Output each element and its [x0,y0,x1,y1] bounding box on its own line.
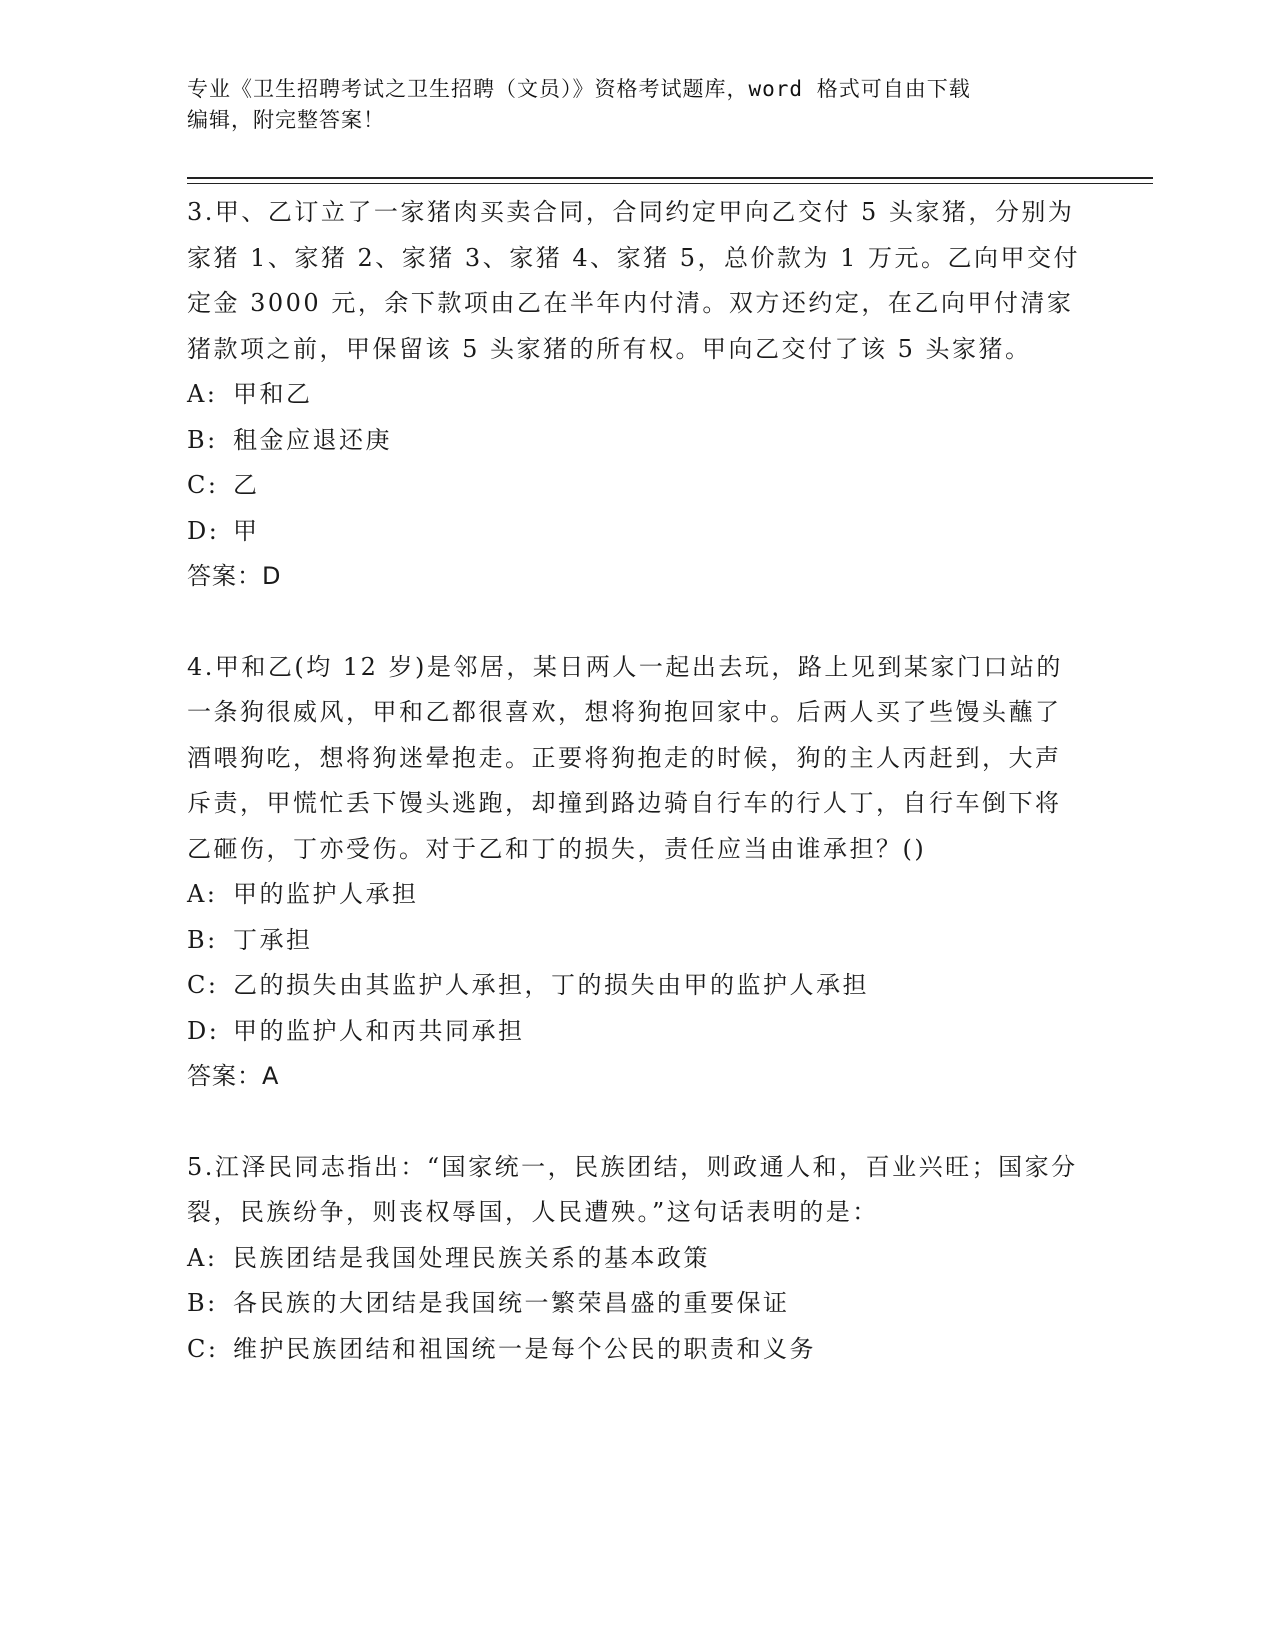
option-b [187,1281,1087,1327]
option-text: 甲和乙 [233,380,313,408]
option-key: D: [187,516,220,545]
option-key: C: [187,471,219,499]
answer-line: 答案：D [187,562,282,590]
option-a [187,1236,1087,1282]
question-list [187,190,1087,1417]
header-line-2: 编辑，附完整答案！ [187,108,385,132]
option-text: 甲的监护人承担 [233,880,419,908]
header-line-1: 专业《卫生招聘考试之卫生招聘（文员）》资格考试题库，word 格式可自由下载 [187,77,971,101]
option-key: C: [187,971,219,999]
option-key: D: [187,1016,220,1045]
option-text: 甲 [233,516,260,545]
question-4 [187,645,1087,1100]
question-stem: 3.甲、乙订立了一家猪肉买卖合同，合同约定甲向乙交付 5 头家猪，分别为家猪 1、家猪 2、家猪 3、家猪 4、家猪 5，总价款为 1 万元。乙向甲交付定金 3000 元，余下款项由乙在半年内付清。双方还约定，在乙向甲付清家猪款项之前，甲保留该 5 头家猪的所有权。甲向乙交付了该 5 头家猪。 [187,198,1081,363]
answer-line: 答案：A [187,1062,280,1090]
option-text: 民族团结是我国处理民族关系的基本政策 [233,1243,710,1272]
option-d [187,1009,1087,1055]
option-text: 各民族的大团结是我国统一繁荣昌盛的重要保证 [233,1289,790,1317]
document-header [187,74,1087,136]
option-text: 维护民族团结和祖国统一是每个公民的职责和义务 [233,1334,816,1363]
question-stem: 5.江泽民同志指出：“国家统一，民族团结，则政通人和，百业兴旺；国家分裂，民族纷争，则丧权辱国，人民遭殃。”这句话表明的是： [187,1152,1078,1226]
option-c [187,463,1087,509]
option-a [187,872,1087,918]
option-key: B: [187,425,218,454]
option-c [187,1327,1087,1373]
option-key: B: [187,1289,218,1317]
option-b [187,418,1087,464]
option-key: A: [187,880,218,908]
option-text: 乙 [233,471,260,499]
option-key: A: [187,380,218,408]
question-3 [187,190,1087,600]
option-c [187,963,1087,1009]
option-key: B: [187,925,218,954]
option-text: 甲的监护人和丙共同承担 [233,1016,525,1045]
option-key: C: [187,1334,219,1363]
option-a [187,372,1087,418]
option-text: 租金应退还庚 [233,425,392,454]
option-d [187,509,1087,555]
option-b [187,918,1087,964]
question-stem: 4.甲和乙(均 12 岁)是邻居，某日两人一起出去玩，路上见到某家门口站的一条狗很威风，甲和乙都很喜欢，想将狗抱回家中。后两人买了些馒头蘸了酒喂狗吃，想将狗迷晕抱走。正要将狗抱走的时候，狗的主人丙赶到，大声斥责，甲慌忙丢下馒头逃跑，却撞到路边骑自行车的行人丁，自行车倒下将乙砸伤，丁亦受伤。对于乙和丁的损失，责任应当由谁承担？() [187,652,1063,863]
option-text: 乙的损失由其监护人承担，丁的损失由甲的监护人承担 [233,971,869,999]
option-key: A: [187,1243,218,1272]
option-text: 丁承担 [233,925,313,954]
header-divider-thin [187,183,1153,184]
header-divider-thick [187,177,1153,179]
question-5 [187,1145,1087,1373]
